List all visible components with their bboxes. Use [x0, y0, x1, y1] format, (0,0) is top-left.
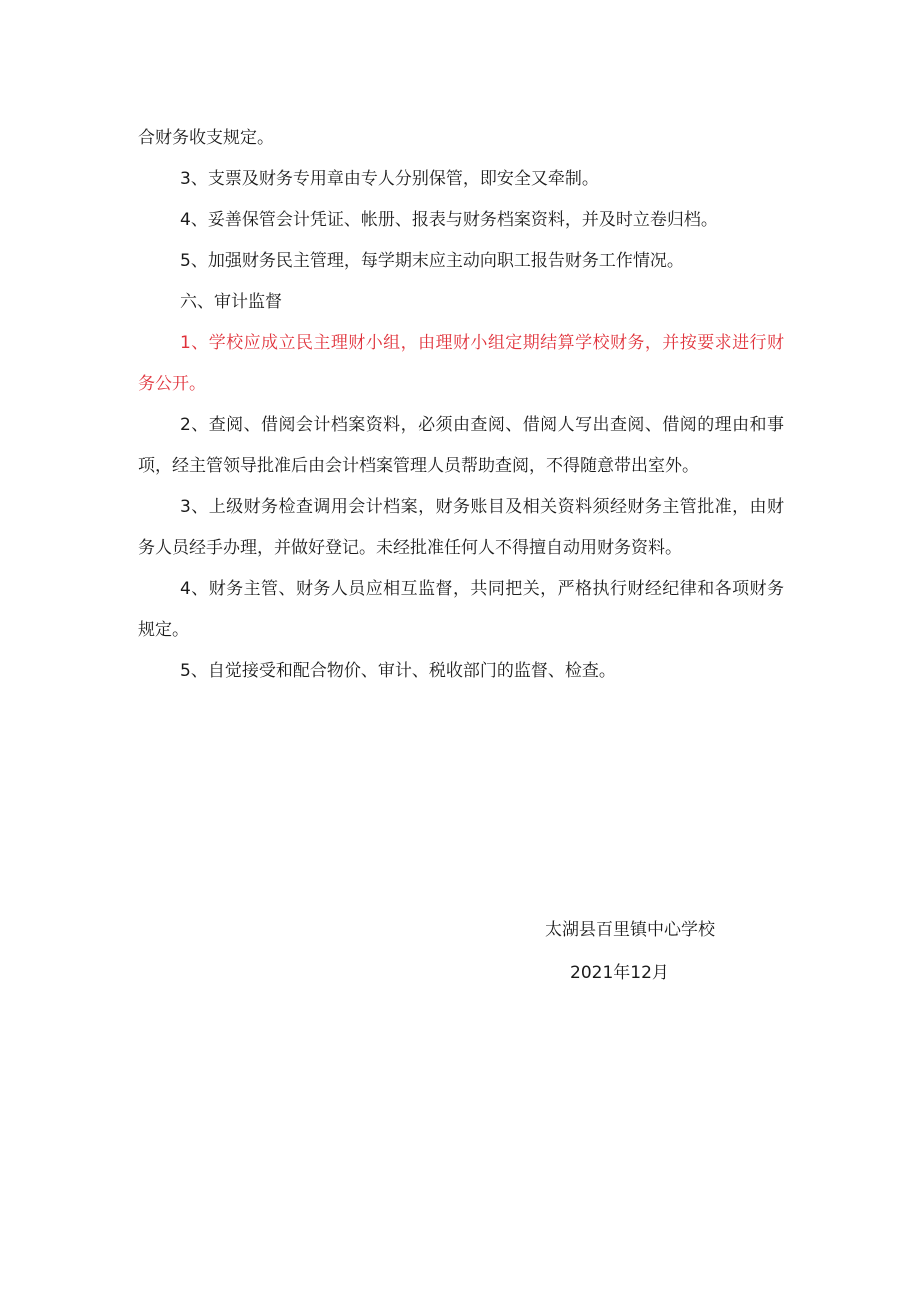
paragraph-audit-item-4: 4、财务主管、财务人员应相互监督，共同把关，严格执行财经纪律和各项财务规定。: [138, 579, 784, 640]
section-heading-audit: 六、审计监督: [180, 292, 282, 312]
signature-date: 2021年12月: [570, 963, 669, 983]
paragraph-item-5-democratic-management: 5、加强财务民主管理，每学期末应主动向职工报告财务工作情况。: [180, 251, 684, 271]
paragraph-continuation: 合财务收支规定。: [138, 128, 274, 148]
paragraph-audit-item-2: 2、查阅、借阅会计档案资料，必须由查阅、借阅人写出查阅、借阅的理由和事项，经主管领导批准后由会计档案管理人员帮助查阅，不得随意带出室外。: [138, 415, 784, 476]
paragraph-item-3-cheques: 3、支票及财务专用章由专人分别保管，即安全又牵制。: [180, 169, 599, 189]
paragraph-audit-item-5: 5、自觉接受和配合物价、审计、税收部门的监督、检查。: [180, 661, 616, 681]
paragraph-audit-item-3: 3、上级财务检查调用会计档案，财务账目及相关资料须经财务主管批准，由财务人员经手办理，并做好登记。未经批准任何人不得擅自动用财务资料。: [138, 497, 784, 558]
document-body: [138, 118, 784, 692]
paragraph-item-4-records: 4、妥善保管会计凭证、帐册、报表与财务档案资料，并及时立卷归档。: [180, 210, 718, 230]
paragraph-audit-item-1-highlighted: 1、学校应成立民主理财小组，由理财小组定期结算学校财务，并按要求进行财务公开。: [138, 333, 784, 394]
signature-organization: 太湖县百里镇中心学校: [545, 920, 715, 940]
